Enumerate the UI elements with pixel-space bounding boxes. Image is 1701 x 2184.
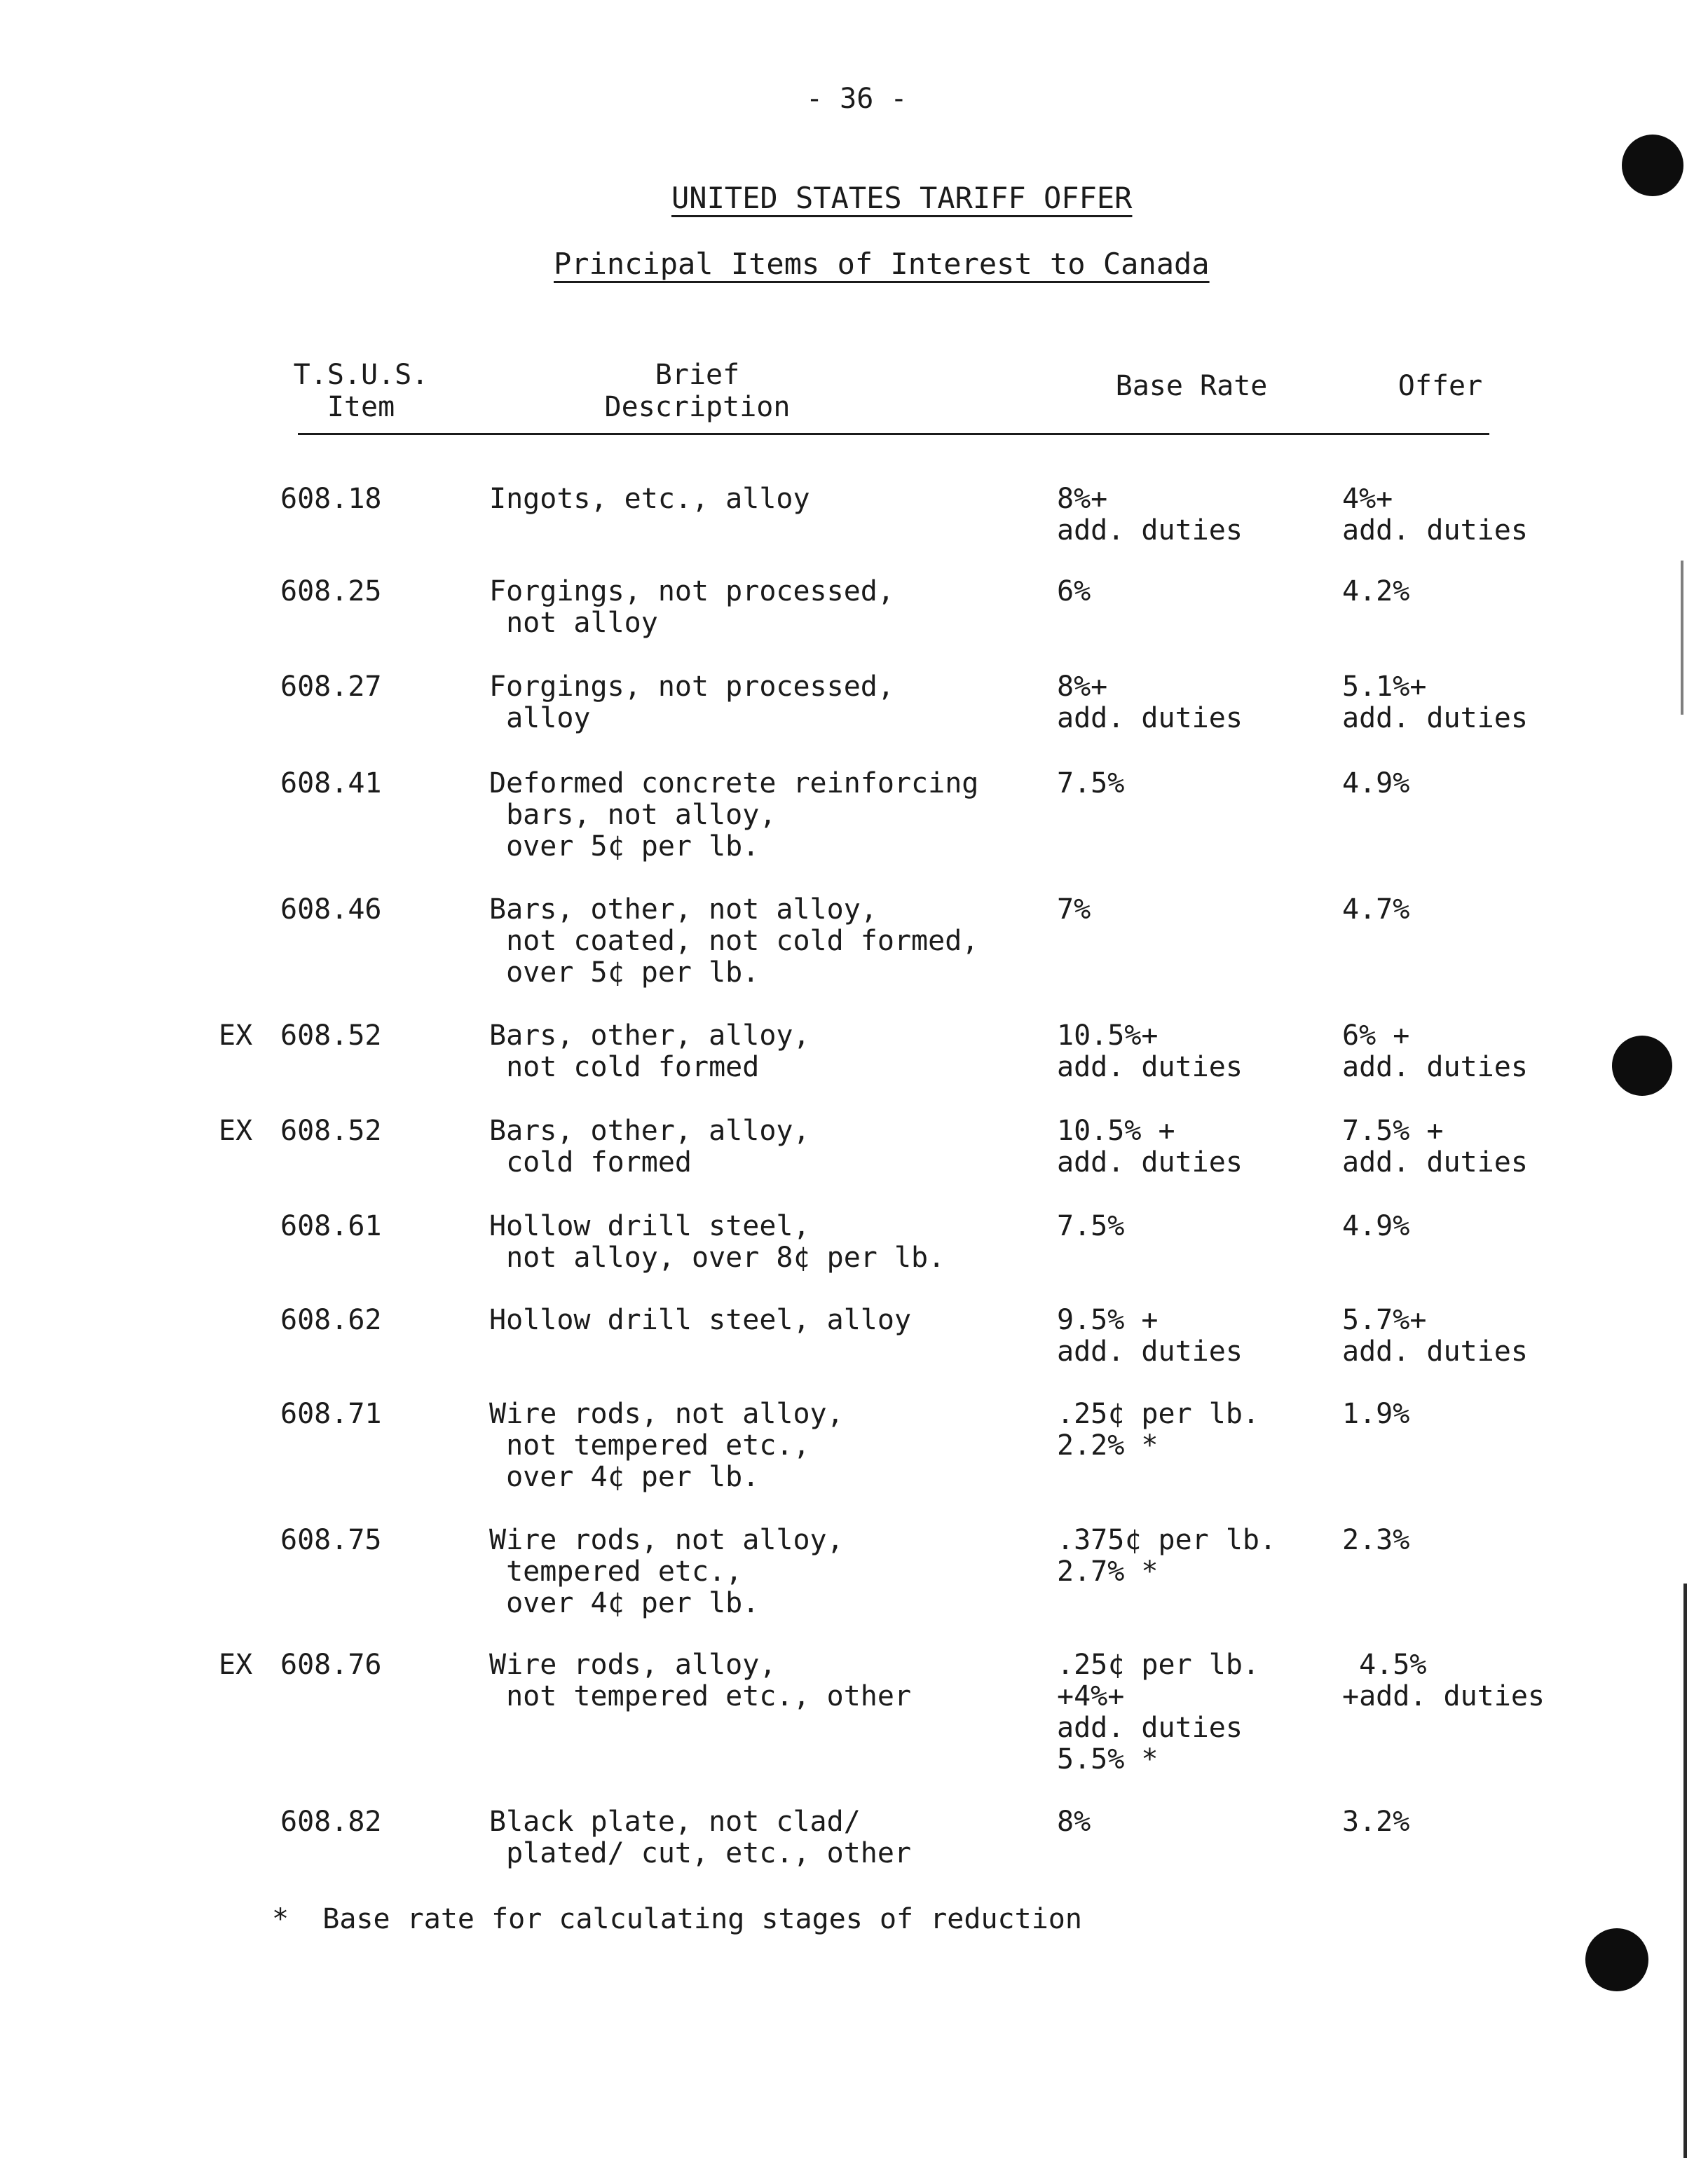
- item-description: Hollow drill steel, not alloy, over 8¢ per lb.: [489, 1210, 945, 1274]
- scan-edge-shadow: [1683, 1584, 1687, 2158]
- scan-edge-shadow: [1681, 561, 1683, 715]
- header-offer: Offer: [1398, 370, 1483, 402]
- binder-hole-mark: [1612, 1036, 1672, 1096]
- item-description: Forgings, not processed, not alloy: [489, 575, 894, 639]
- base-rate: 8%+ add. duties: [1057, 671, 1243, 734]
- offer-rate: 4.7%: [1342, 893, 1410, 926]
- item-description: Wire rods, not alloy, not tempered etc., over 4¢ per lb.: [489, 1398, 844, 1493]
- item-description: Bars, other, alloy, cold formed: [489, 1115, 810, 1179]
- base-rate: 8%: [1057, 1806, 1091, 1838]
- base-rate: 7%: [1057, 893, 1091, 926]
- base-rate: .25¢ per lb. +4%+ add. duties 5.5% *: [1057, 1649, 1259, 1776]
- item-number: 608.75: [280, 1524, 382, 1556]
- item-description: Ingots, etc., alloy: [489, 483, 810, 515]
- header-item: T.S.U.S. Item: [293, 359, 429, 423]
- binder-hole-mark: [1622, 135, 1683, 196]
- header-base-rate: Base Rate: [1115, 370, 1268, 402]
- item-prefix: EX: [219, 1649, 253, 1681]
- item-number: 608.27: [280, 671, 382, 703]
- header-description: Brief Description: [604, 359, 791, 423]
- item-description: Bars, other, alloy, not cold formed: [489, 1019, 810, 1083]
- document-title: UNITED STATES TARIFF OFFER: [671, 181, 1133, 215]
- item-number: 608.52: [280, 1115, 382, 1147]
- base-rate: 7.5%: [1057, 1210, 1125, 1242]
- item-prefix: EX: [219, 1019, 253, 1052]
- offer-rate: 7.5% + add. duties: [1342, 1115, 1528, 1179]
- offer-rate: 3.2%: [1342, 1806, 1410, 1838]
- item-description: Deformed concrete reinforcing bars, not alloy, over 5¢ per lb.: [489, 767, 979, 863]
- document-subtitle: Principal Items of Interest to Canada: [554, 247, 1210, 281]
- base-rate: 6%: [1057, 575, 1091, 607]
- base-rate: 8%+ add. duties: [1057, 483, 1243, 547]
- base-rate: .375¢ per lb. 2.7% *: [1057, 1524, 1277, 1588]
- footnote: * Base rate for calculating stages of reduction: [272, 1903, 1082, 1935]
- item-number: 608.61: [280, 1210, 382, 1242]
- offer-rate: 4.9%: [1342, 1210, 1410, 1242]
- item-description: Bars, other, not alloy, not coated, not cold formed, over 5¢ per lb.: [489, 893, 979, 989]
- base-rate: 10.5% + add. duties: [1057, 1115, 1243, 1179]
- item-number: 608.62: [280, 1304, 382, 1336]
- item-prefix: EX: [219, 1115, 253, 1147]
- offer-rate: 4.5% +add. duties: [1342, 1649, 1545, 1712]
- base-rate: 7.5%: [1057, 767, 1125, 799]
- base-rate: 9.5% + add. duties: [1057, 1304, 1243, 1368]
- offer-rate: 4%+ add. duties: [1342, 483, 1528, 547]
- base-rate: .25¢ per lb. 2.2% *: [1057, 1398, 1259, 1462]
- page-number: - 36 -: [806, 83, 908, 115]
- item-number: 608.46: [280, 893, 382, 926]
- item-number: 608.71: [280, 1398, 382, 1430]
- item-description: Forgings, not processed, alloy: [489, 671, 894, 734]
- item-description: Black plate, not clad/ plated/ cut, etc., other: [489, 1806, 912, 1869]
- offer-rate: 5.1%+ add. duties: [1342, 671, 1528, 734]
- offer-rate: 2.3%: [1342, 1524, 1410, 1556]
- item-number: 608.52: [280, 1019, 382, 1052]
- header-rule: [298, 433, 1489, 435]
- item-number: 608.82: [280, 1806, 382, 1838]
- binder-hole-mark: [1585, 1928, 1648, 1991]
- offer-rate: 6% + add. duties: [1342, 1019, 1528, 1083]
- offer-rate: 5.7%+ add. duties: [1342, 1304, 1528, 1368]
- item-description: Wire rods, alloy, not tempered etc., other: [489, 1649, 912, 1712]
- base-rate: 10.5%+ add. duties: [1057, 1019, 1243, 1083]
- item-number: 608.18: [280, 483, 382, 515]
- offer-rate: 1.9%: [1342, 1398, 1410, 1430]
- item-description: Hollow drill steel, alloy: [489, 1304, 912, 1336]
- item-description: Wire rods, not alloy, tempered etc., over 4¢ per lb.: [489, 1524, 844, 1619]
- offer-rate: 4.2%: [1342, 575, 1410, 607]
- item-number: 608.25: [280, 575, 382, 607]
- offer-rate: 4.9%: [1342, 767, 1410, 799]
- item-number: 608.76: [280, 1649, 382, 1681]
- item-number: 608.41: [280, 767, 382, 799]
